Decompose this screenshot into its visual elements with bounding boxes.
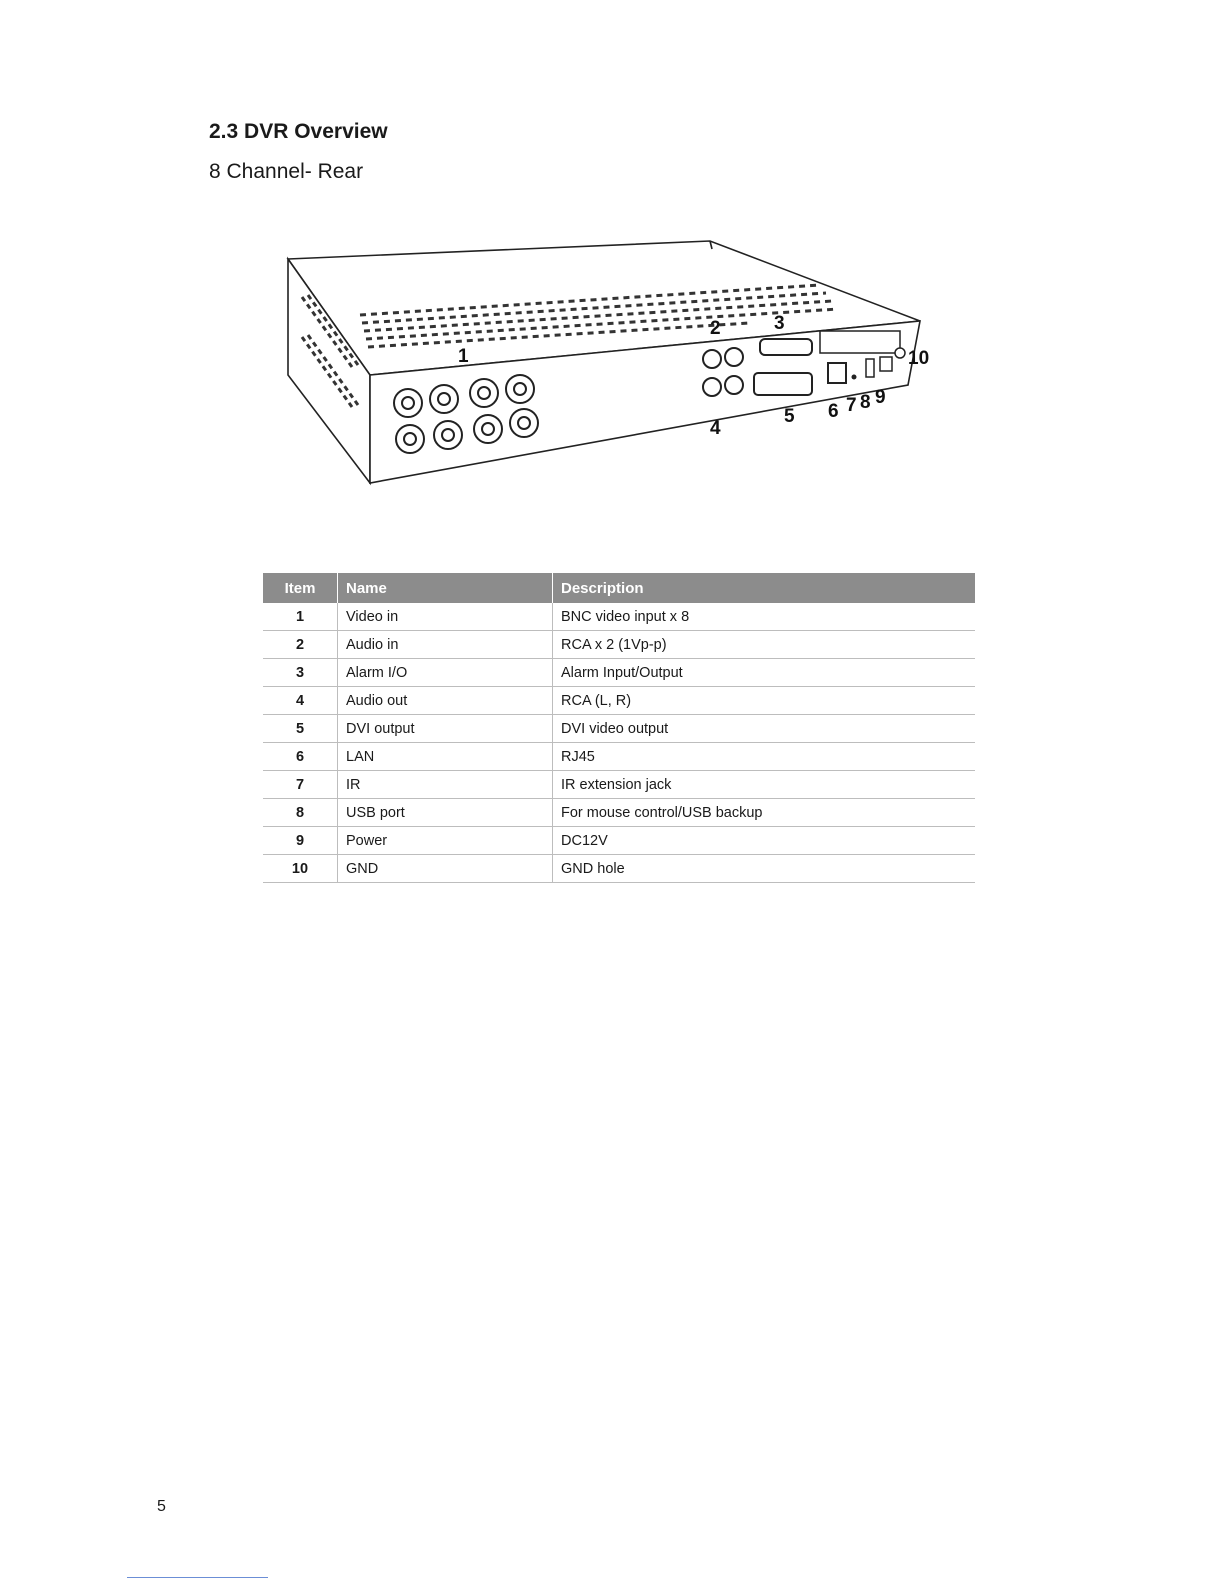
cell-name: GND [338, 855, 553, 883]
table-row [263, 743, 975, 771]
callout-6: 6 [828, 401, 839, 422]
cell-description: DC12V [553, 827, 976, 855]
cell-description: RCA x 2 (1Vp-p) [553, 631, 976, 659]
cell-description: RCA (L, R) [553, 687, 976, 715]
table-row [263, 855, 975, 883]
table-row [263, 827, 975, 855]
cell-item: 4 [263, 687, 338, 715]
cell-description: Alarm Input/Output [553, 659, 976, 687]
callout-5: 5 [784, 406, 795, 427]
header-description: Description [553, 573, 976, 603]
callout-2: 2 [710, 318, 721, 339]
cell-name: DVI output [338, 715, 553, 743]
callout-10: 10 [908, 348, 930, 369]
header-name: Name [338, 573, 553, 603]
footer-rule [127, 1577, 268, 1578]
cell-description: BNC video input x 8 [553, 603, 976, 631]
table-row [263, 715, 975, 743]
power-jack [880, 357, 892, 371]
table-row [263, 603, 975, 631]
header-item: Item [263, 573, 338, 603]
cell-item: 7 [263, 771, 338, 799]
cell-description: IR extension jack [553, 771, 976, 799]
section-subtitle: 8 Channel- Rear [209, 160, 364, 183]
cell-item: 3 [263, 659, 338, 687]
cell-name: Video in [338, 603, 553, 631]
table-row [263, 631, 975, 659]
cell-name: Audio in [338, 631, 553, 659]
dvi-port [754, 373, 812, 395]
callout-8: 8 [860, 392, 871, 413]
cell-name: IR [338, 771, 553, 799]
callout-3: 3 [774, 313, 785, 334]
cell-item: 6 [263, 743, 338, 771]
callout-4: 4 [710, 418, 721, 439]
callout-9: 9 [875, 387, 886, 408]
cell-description: For mouse control/USB backup [553, 799, 976, 827]
lan-port [828, 363, 846, 383]
callout-7: 7 [846, 395, 857, 416]
alarm-io-port [760, 339, 812, 355]
label-panel [820, 331, 900, 353]
table-row [263, 771, 975, 799]
cell-name: USB port [338, 799, 553, 827]
cell-name: Power [338, 827, 553, 855]
cell-name: LAN [338, 743, 553, 771]
cell-name: Audio out [338, 687, 553, 715]
cell-description: DVI video output [553, 715, 976, 743]
cell-item: 5 [263, 715, 338, 743]
cell-item: 8 [263, 799, 338, 827]
cell-item: 10 [263, 855, 338, 883]
cell-description: GND hole [553, 855, 976, 883]
cell-item: 9 [263, 827, 338, 855]
table-row [263, 659, 975, 687]
usb-port [866, 359, 874, 377]
cell-item: 1 [263, 603, 338, 631]
rear-panel-spec-table [263, 573, 975, 883]
cell-item: 2 [263, 631, 338, 659]
cell-description: RJ45 [553, 743, 976, 771]
dvr-rear-illustration [280, 235, 960, 495]
dvr-rear-drawing [280, 235, 960, 495]
callout-1: 1 [458, 346, 469, 367]
table-row [263, 687, 975, 715]
gnd-hole [895, 348, 905, 358]
page-number: 5 [157, 1498, 166, 1515]
ir-jack [852, 375, 857, 380]
table-row [263, 799, 975, 827]
cell-name: Alarm I/O [338, 659, 553, 687]
table-header-row [263, 573, 975, 603]
section-title: 2.3 DVR Overview [209, 120, 388, 143]
